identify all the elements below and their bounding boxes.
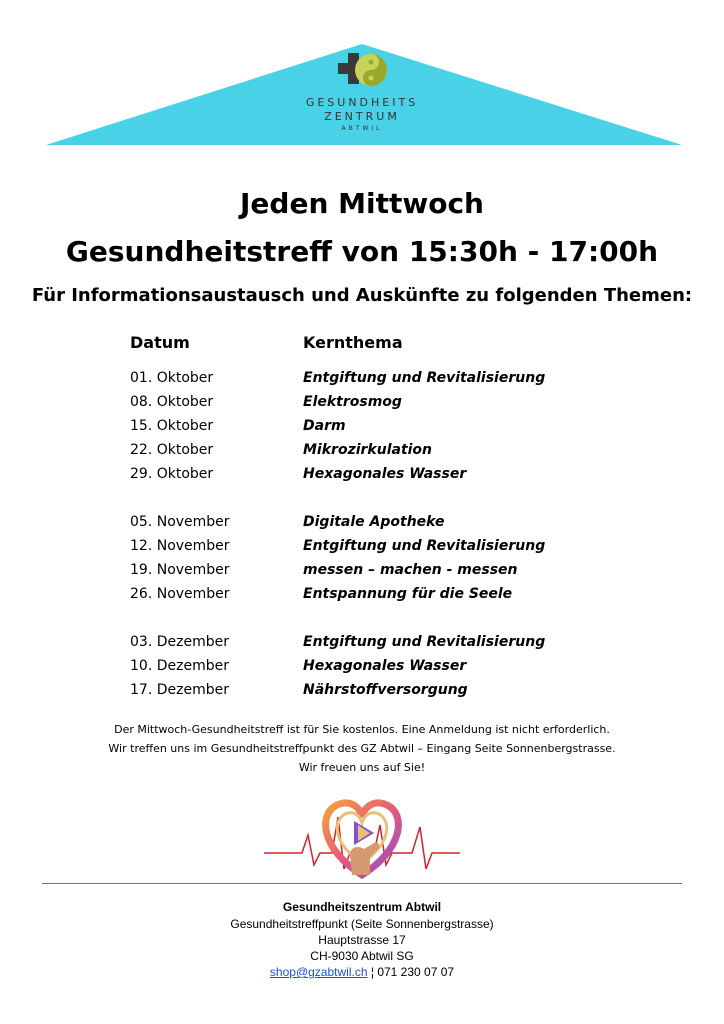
title-line-2: Gesundheitstreff von 15:30h - 17:00h	[65, 235, 659, 268]
row-topic: Entgiftung und Revitalisierung	[303, 370, 546, 386]
table-row	[130, 466, 630, 490]
row-date: 12. November	[130, 538, 230, 554]
footer-contact	[0, 965, 724, 979]
title-line-1: Jeden Mittwoch	[240, 187, 484, 220]
row-topic: Mikrozirkulation	[303, 442, 433, 458]
info-line-1: Der Mittwoch-Gesundheitstreff ist für Sie kostenlos. Eine Anmeldung ist nicht erforderlich.	[114, 723, 610, 736]
brand-line-1: GESUNDHEITS	[305, 96, 419, 109]
footer-street: Hauptstrasse 17	[318, 933, 406, 947]
table-row	[130, 538, 630, 562]
column-header-topic: Kernthema	[303, 333, 403, 352]
row-topic: Elektrosmog	[303, 394, 402, 410]
email-link[interactable]: shop@gzabtwil.ch	[269, 965, 368, 979]
footer-name: Gesundheitszentrum Abtwil	[282, 900, 442, 914]
row-topic: Hexagonales Wasser	[303, 658, 467, 674]
table-row	[130, 514, 630, 538]
row-topic: Entgiftung und Revitalisierung	[303, 634, 546, 650]
table-row	[130, 442, 630, 466]
row-topic: messen – machen - messen	[303, 562, 518, 578]
table-row	[130, 586, 630, 610]
row-topic: Darm	[303, 418, 346, 434]
row-date: 26. November	[130, 586, 230, 602]
row-date: 15. Oktober	[130, 418, 214, 434]
heart-hand-heartbeat-icon	[262, 795, 462, 880]
row-date: 22. Oktober	[130, 442, 214, 458]
footer-city: CH-9030 Abtwil SG	[310, 949, 414, 963]
table-row	[130, 370, 630, 394]
row-date: 03. Dezember	[130, 634, 229, 650]
footer-phone: 071 230 07 07	[377, 965, 455, 979]
contact-separator: ¦	[370, 965, 374, 979]
row-date: 19. November	[130, 562, 230, 578]
table-row	[130, 682, 630, 706]
row-date: 29. Oktober	[130, 466, 214, 482]
row-date: 01. Oktober	[130, 370, 214, 386]
brand-line-3: ABTWIL	[341, 125, 383, 132]
table-row	[130, 394, 630, 418]
info-line-2: Wir treffen uns im Gesundheitstreffpunkt des GZ Abtwil – Eingang Seite Sonnenbergstrasse.	[108, 742, 616, 755]
table-row	[130, 658, 630, 682]
row-topic: Digitale Apotheke	[303, 514, 445, 530]
info-line-3: Wir freuen uns auf Sie!	[298, 761, 426, 774]
brand-line-2: ZENTRUM	[324, 110, 400, 123]
header-banner	[0, 0, 724, 160]
row-topic: Hexagonales Wasser	[303, 466, 467, 482]
column-header-date: Datum	[130, 333, 190, 352]
row-date: 08. Oktober	[130, 394, 214, 410]
table-row	[130, 562, 630, 586]
row-date: 10. Dezember	[130, 658, 229, 674]
table-row	[130, 418, 630, 442]
banner-triangle	[0, 0, 724, 160]
row-topic: Nährstoffversorgung	[303, 682, 468, 698]
row-date: 17. Dezember	[130, 682, 229, 698]
footer-location: Gesundheitstreffpunkt (Seite Sonnenbergstrasse)	[230, 917, 494, 931]
table-row	[130, 634, 630, 658]
row-topic: Entgiftung und Revitalisierung	[303, 538, 546, 554]
row-date: 05. November	[130, 514, 230, 530]
row-topic: Entspannung für die Seele	[303, 586, 513, 602]
subtitle: Für Informationsaustausch und Auskünfte zu folgenden Themen:	[31, 285, 693, 306]
footer-divider	[42, 883, 682, 884]
